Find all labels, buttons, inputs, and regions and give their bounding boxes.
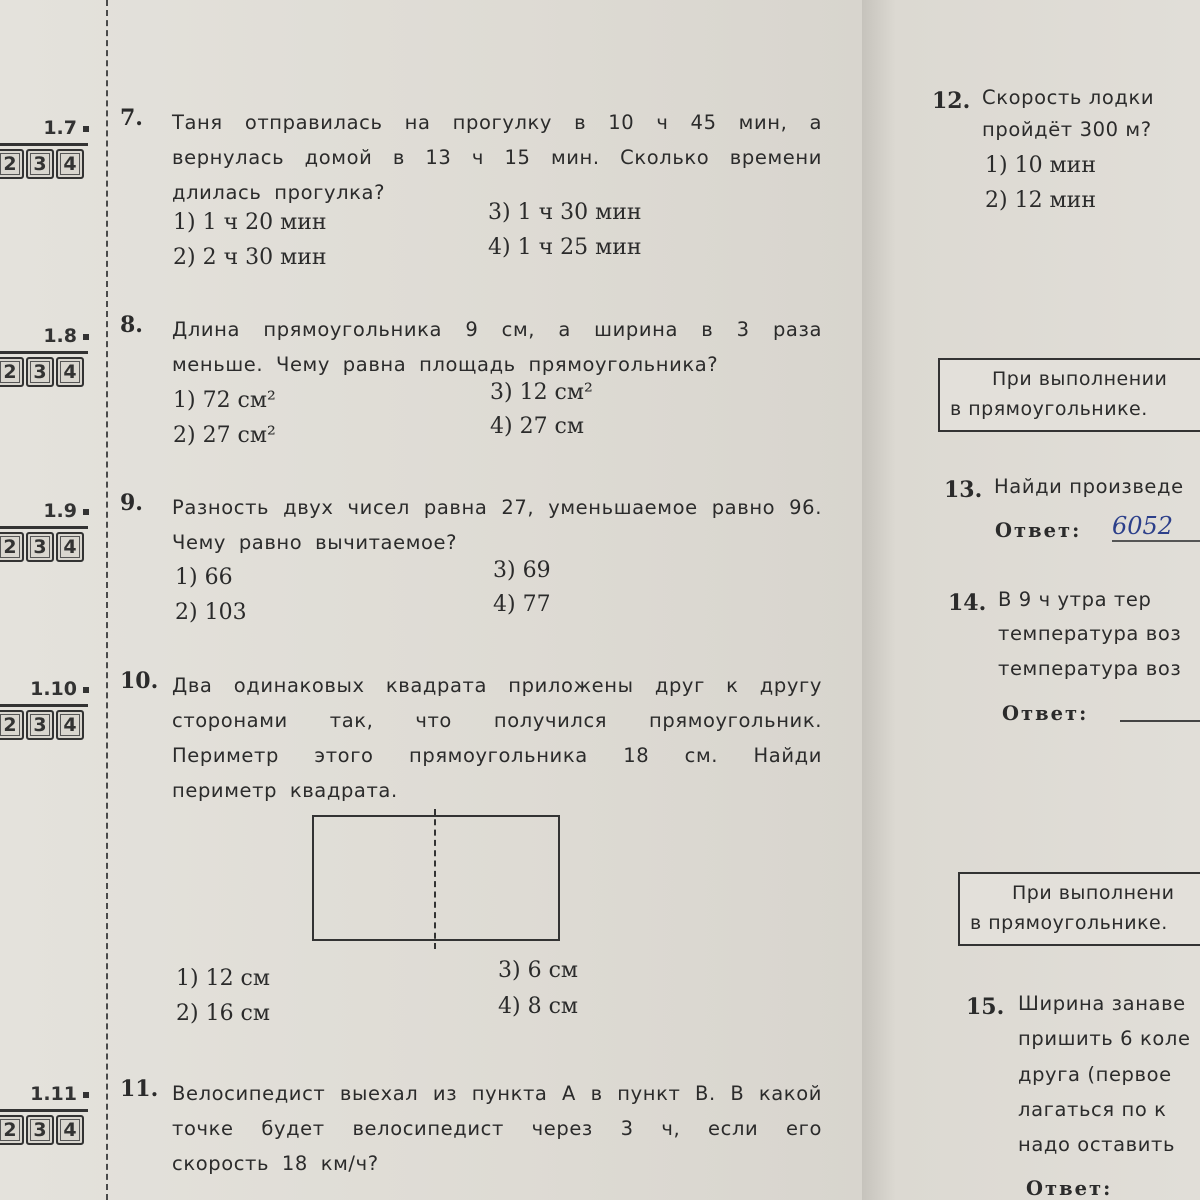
badge-box: 2 <box>0 710 24 740</box>
task-12-text: Скорость лодки <box>982 86 1155 109</box>
task-14-text: температура воз <box>998 622 1182 645</box>
instruction-box: При выполнени в прямоугольнике. <box>958 872 1200 946</box>
badge-code: 1.9 <box>43 500 89 522</box>
task-number: 7. <box>120 105 143 131</box>
answer-option[interactable]: 3) 69 <box>493 558 551 583</box>
margin-cut-line <box>106 0 108 1200</box>
badge-box: 3 <box>26 1115 54 1145</box>
task-15-text: надо оставить <box>1018 1133 1176 1156</box>
answer-option[interactable]: 2) 12 мин <box>985 188 1096 213</box>
badge-box: 4 <box>56 149 84 179</box>
badge-box: 4 <box>56 357 84 387</box>
answer-label: Ответ: <box>1002 702 1089 725</box>
badge-code: 1.8 <box>43 325 89 347</box>
badge-code: 1.7 <box>43 117 89 139</box>
badge-box: 3 <box>26 532 54 562</box>
answer-field[interactable]: 6052 <box>1112 512 1200 542</box>
answer-option[interactable]: 3) 1 ч 30 мин <box>488 200 642 225</box>
task-number: 9. <box>120 490 143 516</box>
badge-code: 1.10 <box>30 678 89 700</box>
answer-option[interactable]: 2) 16 см <box>176 1001 270 1026</box>
badge-box: 4 <box>56 1115 84 1145</box>
badge-box: 2 <box>0 1115 24 1145</box>
task-14-number: 14. <box>948 590 987 616</box>
answer-option[interactable]: 2) 103 <box>175 600 247 625</box>
answer-option[interactable]: 2) 27 см² <box>173 423 276 448</box>
badge-box: 3 <box>26 149 54 179</box>
task-text: Велосипедист выехал из пункта A в пункт B. В какой точке будет велосипедист через 3 ч, если его скорость 18 км/ч? <box>172 1082 822 1175</box>
task-14-text: В 9 ч утра тер <box>998 588 1152 611</box>
task-text: Два одинаковых квадрата приложены друг к другу сторонами так, что получился прямоугольник. Периметр этого прямоугольника 18 см. Найди периметр квадрата. <box>172 674 822 802</box>
task-12-number: 12. <box>932 88 971 114</box>
answer-option[interactable]: 4) 1 ч 25 мин <box>488 235 642 260</box>
task-number: 10. <box>120 668 159 694</box>
badge-box: 4 <box>56 710 84 740</box>
task-13-text: Найди произведе <box>994 475 1184 498</box>
task-14-text: температура воз <box>998 657 1182 680</box>
badge-box: 2 <box>0 357 24 387</box>
answer-label: Ответ: <box>1026 1177 1113 1200</box>
task-15-text: друга (первое <box>1018 1063 1172 1086</box>
badge-box: 2 <box>0 532 24 562</box>
answer-option[interactable]: 4) 8 см <box>498 994 578 1019</box>
answer-option[interactable]: 1) 10 мин <box>985 153 1096 178</box>
task-15-text: пришить 6 коле <box>1018 1027 1191 1050</box>
instruction-box: При выполнении в прямоугольнике. <box>938 358 1200 432</box>
badge-box: 3 <box>26 710 54 740</box>
task-number: 11. <box>120 1076 159 1102</box>
badge-box: 4 <box>56 532 84 562</box>
answer-label: Ответ: <box>995 519 1082 542</box>
answer-option[interactable]: 1) 12 см <box>176 966 270 991</box>
answer-option[interactable]: 3) 6 см <box>498 958 578 983</box>
task-text: Длина прямоугольника 9 см, а ширина в 3 раза меньше. Чему равна площадь прямоугольника? <box>172 318 822 376</box>
answer-option[interactable]: 1) 72 см² <box>173 388 276 413</box>
task-15-text: Ширина занаве <box>1018 992 1186 1015</box>
task-text: Таня отправилась на прогулку в 10 ч 45 мин, а вернулась домой в 13 ч 15 мин. Сколько времени длилась прогулка? <box>172 111 822 204</box>
task-12-text: пройдёт 300 м? <box>982 118 1152 141</box>
task-15-text: лагаться по к <box>1018 1098 1167 1121</box>
task-13-number: 13. <box>944 477 983 503</box>
badge-code: 1.11 <box>30 1083 89 1105</box>
task-number: 8. <box>120 312 143 338</box>
answer-option[interactable]: 4) 27 см <box>490 414 584 439</box>
task-text: Разность двух чисел равна 27, уменьшаемое равно 96. Чему равно вычитаемое? <box>172 496 822 554</box>
answer-option[interactable]: 1) 1 ч 20 мин <box>173 210 327 235</box>
task-15-number: 15. <box>966 994 1005 1020</box>
square-divider-line <box>434 809 436 949</box>
answer-option[interactable]: 3) 12 см² <box>490 380 593 405</box>
answer-option[interactable]: 1) 66 <box>175 565 233 590</box>
two-squares-rectangle-figure <box>312 815 560 941</box>
answer-option[interactable]: 2) 2 ч 30 мин <box>173 245 327 270</box>
answer-field[interactable] <box>1120 720 1200 722</box>
badge-box: 2 <box>0 149 24 179</box>
badge-box: 3 <box>26 357 54 387</box>
answer-option[interactable]: 4) 77 <box>493 592 551 617</box>
